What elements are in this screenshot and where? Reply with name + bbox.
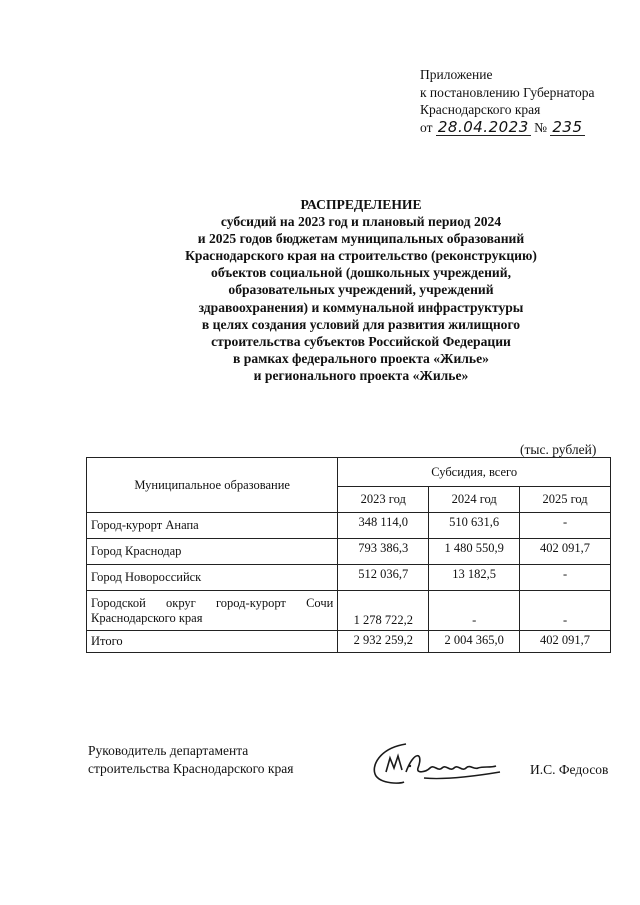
appendix-line-1: Приложение: [420, 67, 493, 82]
column-header-2024: 2024 год: [429, 487, 520, 513]
title-line: в целях создания условий для развития жилищного: [201, 316, 521, 332]
date-prefix: от: [420, 119, 433, 135]
units-label: (тыс. рублей): [520, 442, 597, 457]
value-2023-cell: 1 278 722,2: [338, 591, 429, 631]
value-2023-cell: 793 386,3: [338, 539, 429, 565]
signer-position: [88, 742, 293, 778]
municipality-line-1: Городской округ город-курорт Сочи: [91, 595, 334, 610]
total-row: [87, 631, 611, 653]
table-row: [87, 539, 611, 565]
municipality-cell: Город Новороссийск: [87, 565, 338, 591]
value-2025-cell: -: [520, 565, 611, 591]
table-row: [87, 591, 611, 631]
title-line: и регионального проекта «Жилье»: [253, 367, 469, 383]
title-line: объектов социальной (дошкольных учреждений,: [211, 265, 511, 281]
value-2024-cell: -: [429, 591, 520, 631]
value-2023-cell: 512 036,7: [338, 565, 429, 591]
title-line: и 2025 годов бюджетам муниципальных образований: [197, 231, 525, 247]
subsidy-table: [86, 457, 611, 653]
title-line: здравоохранения) и коммунальной инфраструктуры: [198, 299, 524, 315]
municipality-cell: [87, 591, 338, 631]
title-heading: РАСПРЕДЕЛЕНИЕ: [300, 197, 422, 212]
position-line-2: строительства Краснодарского края: [88, 761, 294, 776]
total-2024-cell: 2 004 365,0: [429, 631, 520, 653]
number-value: 235: [552, 117, 583, 136]
appendix-block: [420, 66, 630, 136]
title-line: образовательных учреждений, учреждений: [228, 282, 494, 298]
document-title: [120, 196, 602, 384]
table-row: [87, 565, 611, 591]
column-header-2025: 2025 год: [520, 487, 611, 513]
municipality-line-2: Краснодарского края: [91, 610, 203, 625]
total-2023-cell: 2 932 259,2: [338, 631, 429, 653]
date-value: 28.04.2023: [437, 117, 529, 136]
column-header-2023: 2023 год: [338, 487, 429, 513]
value-2025-cell: -: [520, 591, 611, 631]
appendix-line-3: Краснодарского края: [420, 102, 541, 117]
value-2023-cell: 348 114,0: [338, 513, 429, 539]
title-line: в рамках федерального проекта «Жилье»: [233, 350, 489, 366]
appendix-line-2: к постановлению Губернатора: [420, 84, 595, 100]
appendix-date-line: [420, 119, 630, 137]
title-line: Краснодарского края на строительство (реконструкцию): [185, 248, 537, 264]
municipality-cell: Город-курорт Анапа: [87, 513, 338, 539]
municipality-cell: Город Краснодар: [87, 539, 338, 565]
value-2025-cell: -: [520, 513, 611, 539]
number-prefix: №: [534, 119, 548, 135]
column-header-subsidy: Субсидия, всего: [338, 458, 611, 487]
value-2024-cell: 510 631,6: [429, 513, 520, 539]
total-2025-cell: 402 091,7: [520, 631, 611, 653]
total-label: Итого: [87, 631, 338, 653]
title-line: строительства субъектов Российской Федерации: [211, 333, 511, 349]
position-line-1: Руководитель департамента: [88, 743, 249, 758]
table-header-row: [87, 458, 611, 487]
column-header-municipality: Муниципальное образование: [87, 458, 338, 513]
handwritten-signature: [366, 738, 516, 788]
title-line: субсидий на 2023 год и плановый период 2024: [220, 214, 502, 230]
value-2024-cell: 13 182,5: [429, 565, 520, 591]
table-row: [87, 513, 611, 539]
value-2024-cell: 1 480 550,9: [429, 539, 520, 565]
signer-name: И.С. Федосов: [530, 762, 609, 777]
value-2025-cell: 402 091,7: [520, 539, 611, 565]
